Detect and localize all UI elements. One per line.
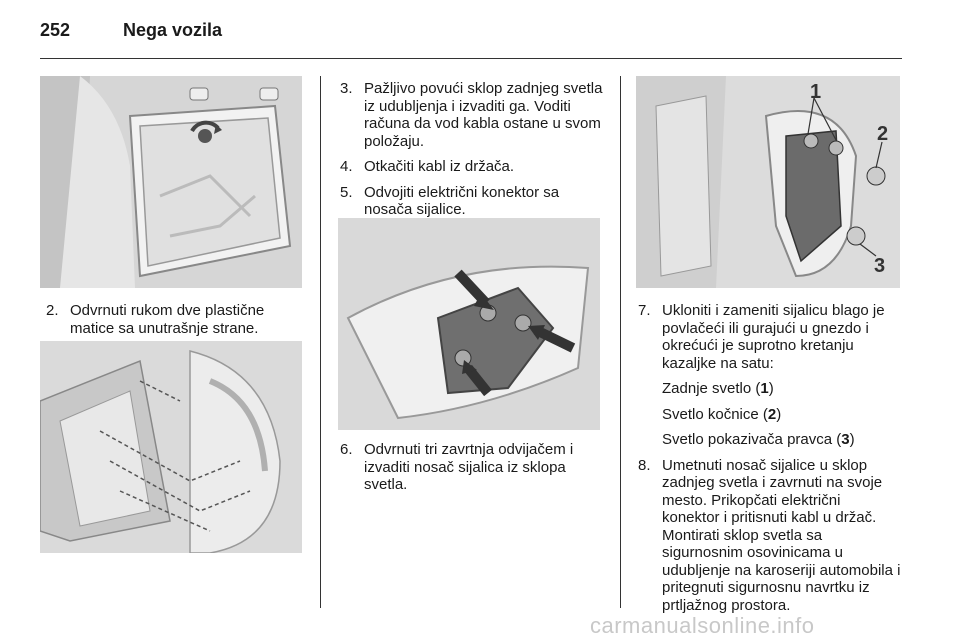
- page-header: [40, 20, 222, 41]
- bulb-list-item-1: [662, 380, 902, 398]
- illustration-bulb-holder: [636, 76, 900, 288]
- step-text: Otkačiti kabl iz držača.: [364, 158, 515, 175]
- item-label: Svetlo pokazivača pravca (: [662, 431, 842, 448]
- illustration-trunk-wiring: [40, 341, 302, 553]
- step-3: [340, 80, 608, 150]
- item-ref: 1: [760, 380, 769, 397]
- page-title: Nega vozila: [123, 20, 223, 40]
- step-text: Odvojiti električni konektor sa nosača sijalice.: [364, 183, 560, 218]
- step-7: [638, 302, 902, 449]
- step-5: [340, 184, 608, 219]
- callout-2: 2: [877, 123, 889, 145]
- step-8: [638, 457, 902, 615]
- step-number: 8.: [638, 456, 651, 474]
- item-close: ): [776, 405, 782, 423]
- steps-col2-bottom: [340, 441, 608, 502]
- steps-col2-top: [340, 80, 608, 227]
- illustration-lamp-assembly: [338, 218, 600, 430]
- item-ref: 3: [841, 431, 850, 448]
- step-number: 4.: [340, 158, 353, 175]
- step-text: Odvrnuti rukom dve plastične matice sa unutrašnje strane.: [70, 302, 265, 337]
- item-label: Zadnje svetlo (: [662, 380, 761, 397]
- step-number: 6.: [340, 441, 353, 458]
- step-text: Pažljivo povući sklop zadnjeg svetla iz udubljenja i izvaditi ga. Voditi računa da vod kabla ostane u svom položaju.: [364, 80, 603, 150]
- step-number: 5.: [340, 183, 353, 201]
- step-number: 3.: [340, 80, 353, 97]
- step-text: Ukloniti i zameniti sijalicu blago je povlačeći ili gurajući u gnezdo i okrećući je suprotno kretanju kazaljke na satu:: [662, 302, 885, 372]
- header-rule: [40, 58, 902, 59]
- item-ref: 2: [767, 405, 777, 423]
- bulb-list-item-3: [662, 431, 902, 449]
- page-number: 252: [40, 20, 71, 40]
- illustration-trunk-nuts: [40, 76, 302, 288]
- bulb-list-item-2: [662, 406, 902, 424]
- callout-1: 1: [810, 81, 822, 103]
- column-divider-1: [320, 76, 321, 608]
- steps-col3: [638, 302, 902, 622]
- item-close: ): [768, 380, 774, 397]
- step-text: Umetnuti nosač sijalice u sklop zadnjeg svetla i zavrnuti na svoje mesto. Prikopčati električni konektor i pritisnuti kabl u držač. Montirati sklop svetla sa sigurnosnim osovinicama u udubljenje na karoseriji automobila i pritegnuti sigurnosnu navrtku iz prtljažnog prostora.: [662, 456, 901, 614]
- watermark: carmanualsonline.info: [590, 613, 815, 638]
- callout-3: 3: [874, 255, 886, 277]
- step-text: Odvrnuti tri zavrtnja odvijačem i izvaditi nosač sijalica iz sklopa svetla.: [364, 441, 574, 493]
- step-6: [340, 441, 608, 494]
- item-label: Svetlo kočnice (: [662, 405, 768, 423]
- step-number: 7.: [638, 302, 651, 319]
- step-number: 2.: [46, 302, 59, 319]
- step-2: [46, 302, 308, 337]
- steps-col1: [46, 302, 308, 345]
- item-close: ): [849, 431, 855, 448]
- step-4: [340, 158, 608, 176]
- column-divider-2: [620, 76, 621, 608]
